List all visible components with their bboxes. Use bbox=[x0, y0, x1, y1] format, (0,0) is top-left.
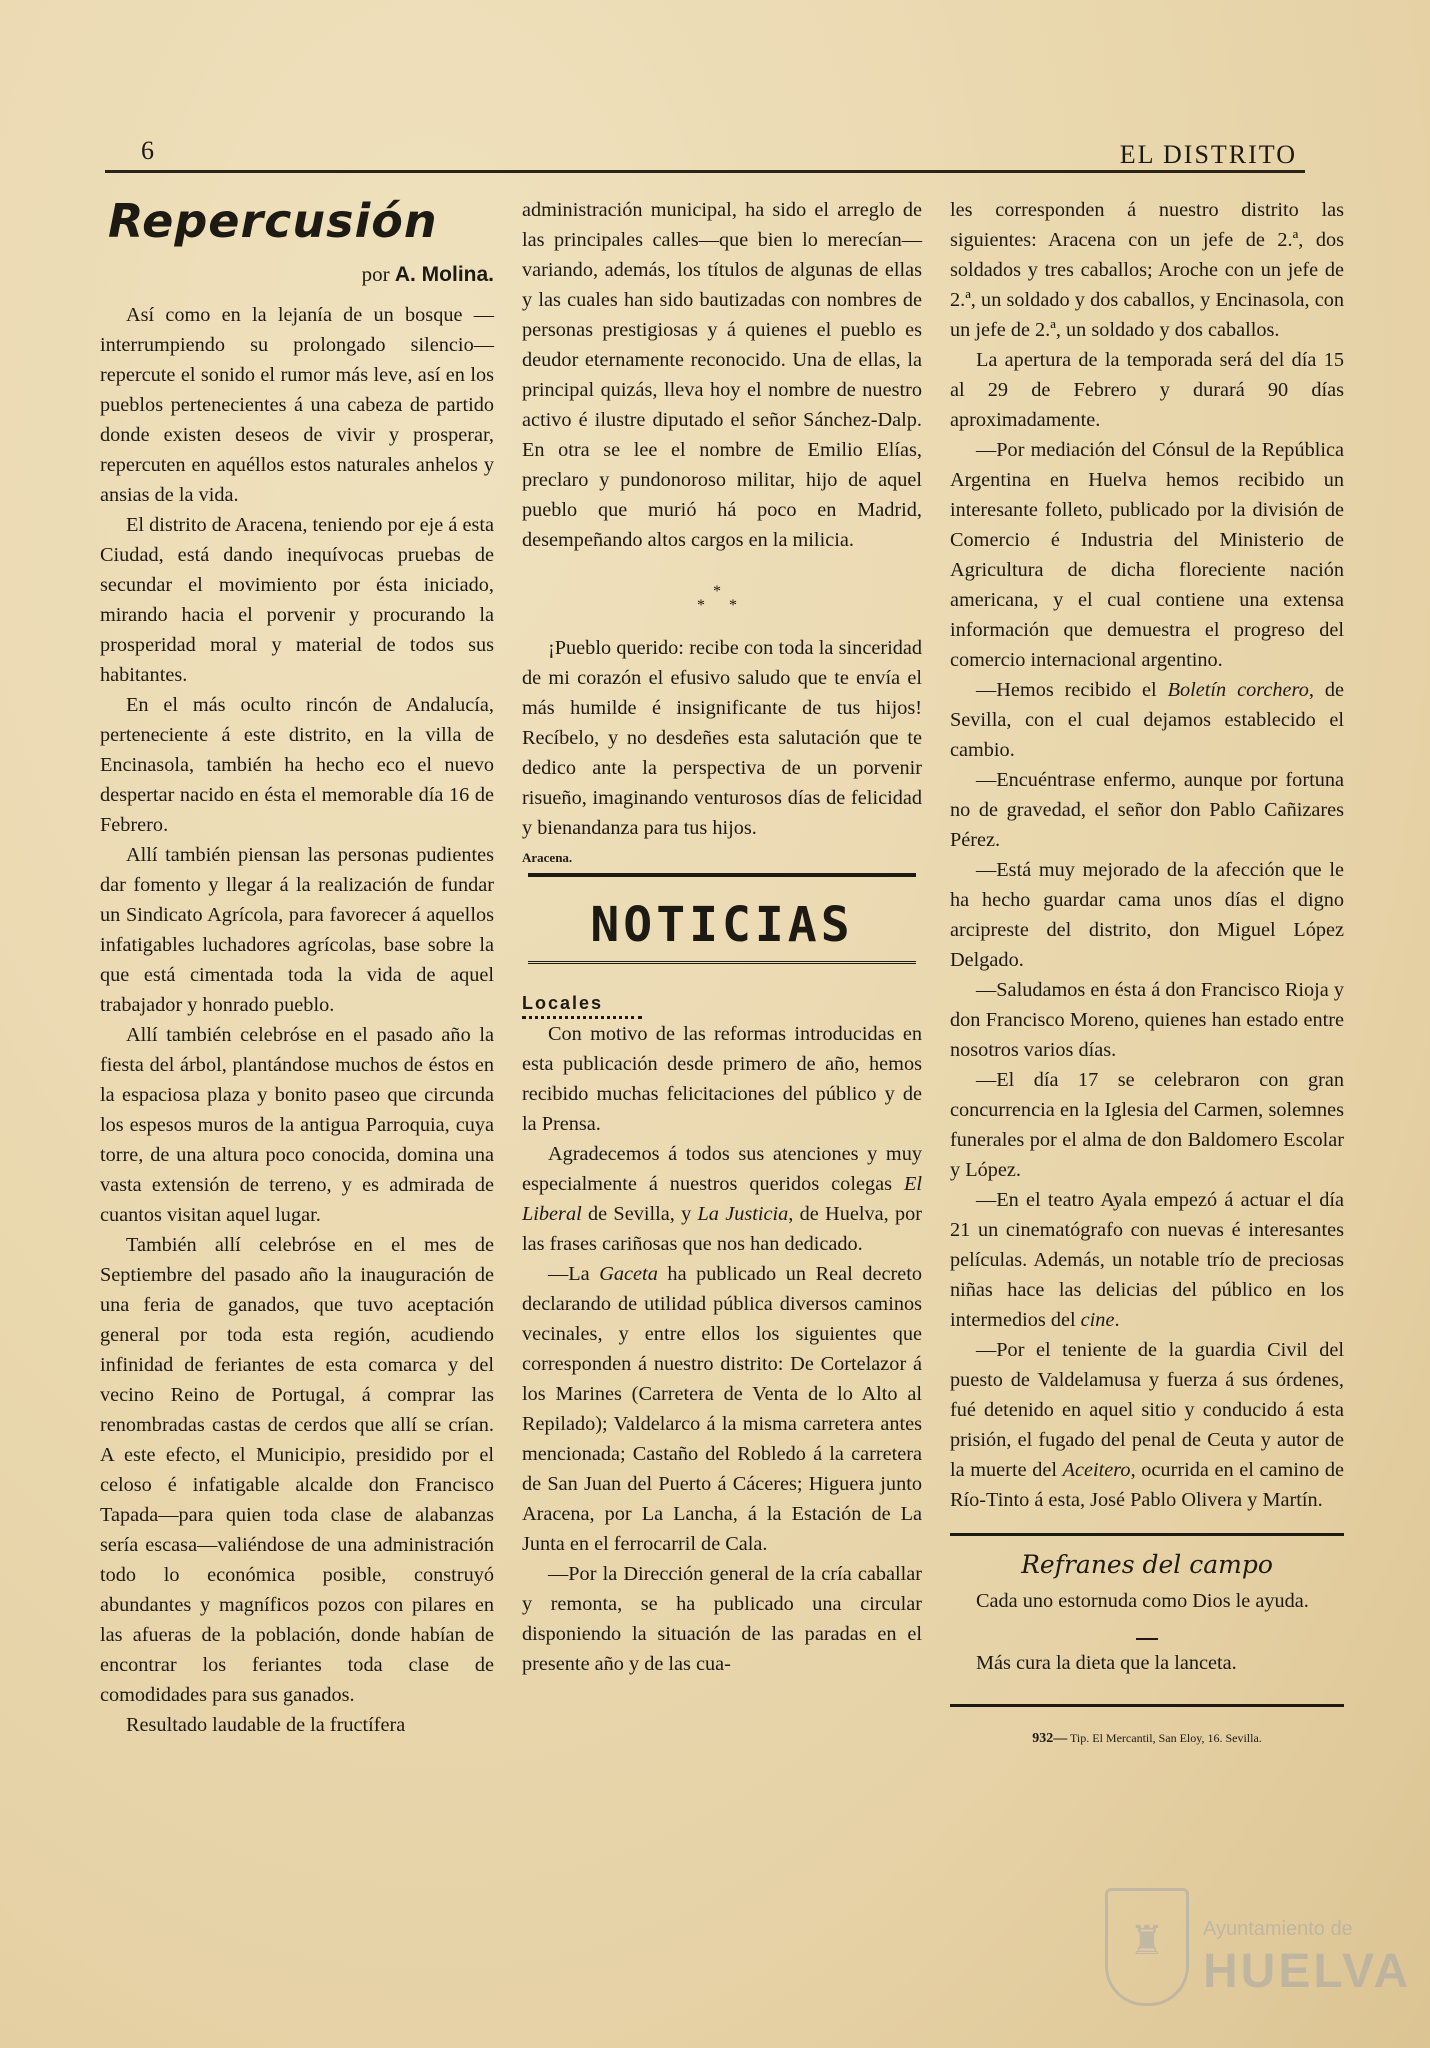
news-paragraph: —La Gaceta ha publicado un Real decreto declarando de utilidad pública diversos caminos vecinales, y entre ellos los siguientes que corresponden á nuestro distrito: De Cortelazor á los Marines (Carretera de Venta de lo Alto al Repilado); Valdelarco á la misma carretera antes mencionada; Castaño del Robledo á la carretera de San Juan del Puerto á Cáceres; Higuera junto Aracena, por La Lancha, á la Estación de La Junta en el ferrocarril de Cala. bbox=[522, 1263, 923, 1555]
gaceta-title: Gaceta bbox=[599, 1263, 658, 1285]
news-paragraph: —Saludamos en ésta á don Francisco Rioja y don Francisco Moreno, quienes han estado entre nosotros varios días. bbox=[950, 979, 1344, 1061]
imprint-text: Tip. El Mercantil, San Eloy, 16. Sevilla. bbox=[1070, 1731, 1262, 1745]
article-paragraph: administración municipal, ha sido el arreglo de las principales calles—que bien lo merecían—variando, además, los títulos de algunas de ellas y las cuales han sido bautizadas con nombres de personas prestigiosas y á quienes el pueblo es deudor eternamente reconocido. Una de ellas, la principal quizás, lleva hoy el nombre de nuestro activo é ilustre diputado el señor Sánchez-Dalp. En otra se lee el nombre de Emilio Elías, preclaro y pundonoroso militar, hijo de aquel pueblo que murió há poco en Madrid, desempeñando altos cargos en la milicia. bbox=[522, 199, 922, 551]
el-liberal-title: El Liberal bbox=[522, 1173, 922, 1225]
news-paragraph: —Está muy mejorado de la afección que le ha hecho guardar cama unos días el digno arcipreste del distrito, don Miguel López Delgado. bbox=[950, 859, 1344, 971]
article-paragraph: El distrito de Aracena, teniendo por eje á esta Ciudad, está dando inequívocas pruebas de secundar el movimiento por ésta iniciado, mirando hacia el porvenir y procurando la prosperidad moral y material de todos sus habitantes. bbox=[100, 514, 494, 686]
asterism bbox=[522, 585, 922, 613]
asterism-bottom: * * bbox=[697, 597, 747, 614]
refran-item: Más cura la dieta que la lanceta. bbox=[976, 1652, 1237, 1674]
publication-name: EL DISTRITO bbox=[1119, 140, 1297, 169]
refran-separator bbox=[1136, 1638, 1158, 1640]
article-signature: Aracena. bbox=[522, 850, 573, 865]
article-paragraph: Así como en la lejanía de un bosque —interrumpiendo su prolongado silencio—repercute el sonido el rumor más leve, así en los pueblos pertenecientes á una cabeza de partido donde existen deseos de vivir y prosperar, repercuten en aquéllos estos naturales anhelos y ansias de la vida. bbox=[100, 304, 494, 506]
news-paragraph: —Por el teniente de la guardia Civil del puesto de Valdelamusa y fuerza á sus órdenes, fué detenido en aquel sitio y conducido á esta prisión, el fugado del penal de Ceuta y autor de la muerte del Aceitero, ocurrida en el camino de Río-Tinto á esta, José Pablo Olivera y Martín. bbox=[950, 1339, 1344, 1511]
article-title: Repercusión bbox=[108, 194, 438, 248]
locales-subheading: Locales bbox=[522, 992, 642, 1019]
article-paragraph: Resultado laudable de la fructífera bbox=[126, 1714, 406, 1736]
archive-watermark bbox=[1105, 1888, 1412, 2003]
aceitero-name: Aceitero bbox=[1062, 1459, 1131, 1481]
section-rule bbox=[528, 873, 916, 877]
byline-prefix: por bbox=[361, 262, 390, 286]
column-3 bbox=[950, 195, 1344, 1754]
article-paragraph: También allí celebróse en el mes de Septiembre del pasado año la inauguración de una feria de ganados, que tuvo aceptación general por toda esta región, acudiendo infinidad de feriantes de esta comarca y del vecino Reino de Portugal, á comprar las renombradas castas de cerdos que allí se crían. A este efecto, el Municipio, presidido por el celoso é infatigable alcalde don Francisco Tapada—para quien toda clase de alabanzas sería escasa—valiéndose de una administración todo lo económica posible, construyó abundantes y magníficos pozos con pilares en las afueras de la población, donde habían de encontrar los feriantes toda clase de comodidades para sus ganados. bbox=[100, 1234, 494, 1706]
news-paragraph: Agradecemos á todos sus atenciones y muy especialmente á nuestros queridos colegas El Liberal de Sevilla, y La Justicia, de Huelva, por las frases cariñosas que nos han dedicado. bbox=[522, 1143, 922, 1255]
article-paragraph: Allí también piensan las personas pudientes dar fomento y llegar á la realización de fundar un Sindicato Agrícola, para favorecer á aquellos infatigables luchadores agrícolas, base sobre la que está cimentada toda la vida de aquel trabajador y honrado pueblo. bbox=[100, 844, 494, 1016]
coat-of-arms-icon: ♜ bbox=[1105, 1888, 1189, 2006]
bottom-rule bbox=[950, 1704, 1344, 1707]
imprint-number: 932— bbox=[1032, 1731, 1068, 1746]
refran-item: Cada uno estornuda como Dios le ayuda. bbox=[976, 1590, 1309, 1612]
news-paragraph: les corresponden á nuestro distrito las siguientes: Aracena con un jefe de 2.ª, dos soldados y tres caballos; Aroche con un jefe de 2.ª, un soldado y dos caballos, y Encinasola, con un jefe de 2.ª, un soldado y dos caballos. bbox=[950, 199, 1344, 341]
refranes-rule bbox=[950, 1533, 1344, 1536]
news-paragraph: —Por la Dirección general de la cría caballar y remonta, se ha publicado una circular disponiendo la situación de las paradas en el presente año y de las cua- bbox=[522, 1563, 922, 1675]
article-paragraph: Allí también celebróse en el pasado año la fiesta del árbol, plantándose muchos de éstos en la espaciosa plaza y bonito paseo que circunda los espesos muros de la antigua Parroquia, cuya torre, de una altura poco conocida, domina una vasta extensión de terreno, y es admirada de cuantos visitan aquel lugar. bbox=[100, 1024, 494, 1226]
article-paragraph: ¡Pueblo querido: recibe con toda la sinceridad de mi corazón el efusivo saludo que te envía el más humilde é insignificante de tus hijos! Recíbelo, y no desdeñes esta salutación que te dedico ante la perspectiva de un porvenir risueño, imaginando venturosos días de felicidad y bienandanza para tus hijos. bbox=[522, 637, 922, 839]
noticias-heading: NOTICIAS bbox=[528, 895, 916, 964]
news-paragraph: —En el teatro Ayala empezó á actuar el día 21 un cinematógrafo con nuevas é interesantes películas. Además, un notable trío de preciosas niñas hace las delicias del público en los intermedios del cine. bbox=[950, 1189, 1344, 1331]
refranes-title: Refranes del campo bbox=[1021, 1550, 1273, 1579]
cine-word: cine bbox=[1080, 1309, 1115, 1331]
news-paragraph: —Hemos recibido el Boletín corchero, de Sevilla, con el cual dejamos establecido el cambio. bbox=[950, 679, 1344, 761]
page-header bbox=[105, 136, 1305, 172]
asterism-top: * bbox=[713, 583, 731, 600]
boletin-title: Boletín corchero bbox=[1167, 679, 1309, 701]
watermark-line1: Ayuntamiento de bbox=[1203, 1918, 1353, 1940]
news-paragraph: —Por mediación del Cónsul de la República Argentina en Huelva hemos recibido un interesante folleto, publicado por la división de Comercio é Industria del Ministerio de Agricultura de dicha floreciente nación americana, y el cual contiene una extensa información que demuestra el progreso del comercio internacional argentino. bbox=[950, 439, 1344, 671]
news-paragraph: —El día 17 se celebraron con gran concurrencia en la Iglesia del Carmen, solemnes funerales por el alma de don Baldomero Escolar y López. bbox=[950, 1069, 1344, 1181]
news-paragraph: La apertura de la temporada será del día 15 al 29 de Febrero y durará 90 días aproximadamente. bbox=[950, 349, 1344, 431]
author: A. Molina. bbox=[394, 263, 494, 286]
byline bbox=[100, 259, 494, 290]
column-2 bbox=[522, 195, 922, 1679]
printer-imprint bbox=[950, 1723, 1344, 1754]
watermark-line2: HUELVA bbox=[1203, 1945, 1412, 1998]
article-paragraph: En el más oculto rincón de Andalucía, perteneciente á este distrito, en la villa de Encinasola, también ha hecho eco el nuevo despertar nacido en ésta el memorable día 16 de Febrero. bbox=[100, 694, 494, 836]
news-paragraph: Con motivo de las reformas introducidas en esta publicación desde primero de año, hemos recibido muchas felicitaciones del público y de la Prensa. bbox=[522, 1023, 922, 1135]
header-rule bbox=[105, 172, 1305, 173]
column-1 bbox=[100, 195, 494, 1740]
page-number: 6 bbox=[141, 136, 154, 165]
news-paragraph: —Encuéntrase enfermo, aunque por fortuna no de gravedad, el señor don Pablo Cañizares Pérez. bbox=[950, 769, 1344, 851]
la-justicia-title: La Justicia bbox=[697, 1203, 789, 1225]
